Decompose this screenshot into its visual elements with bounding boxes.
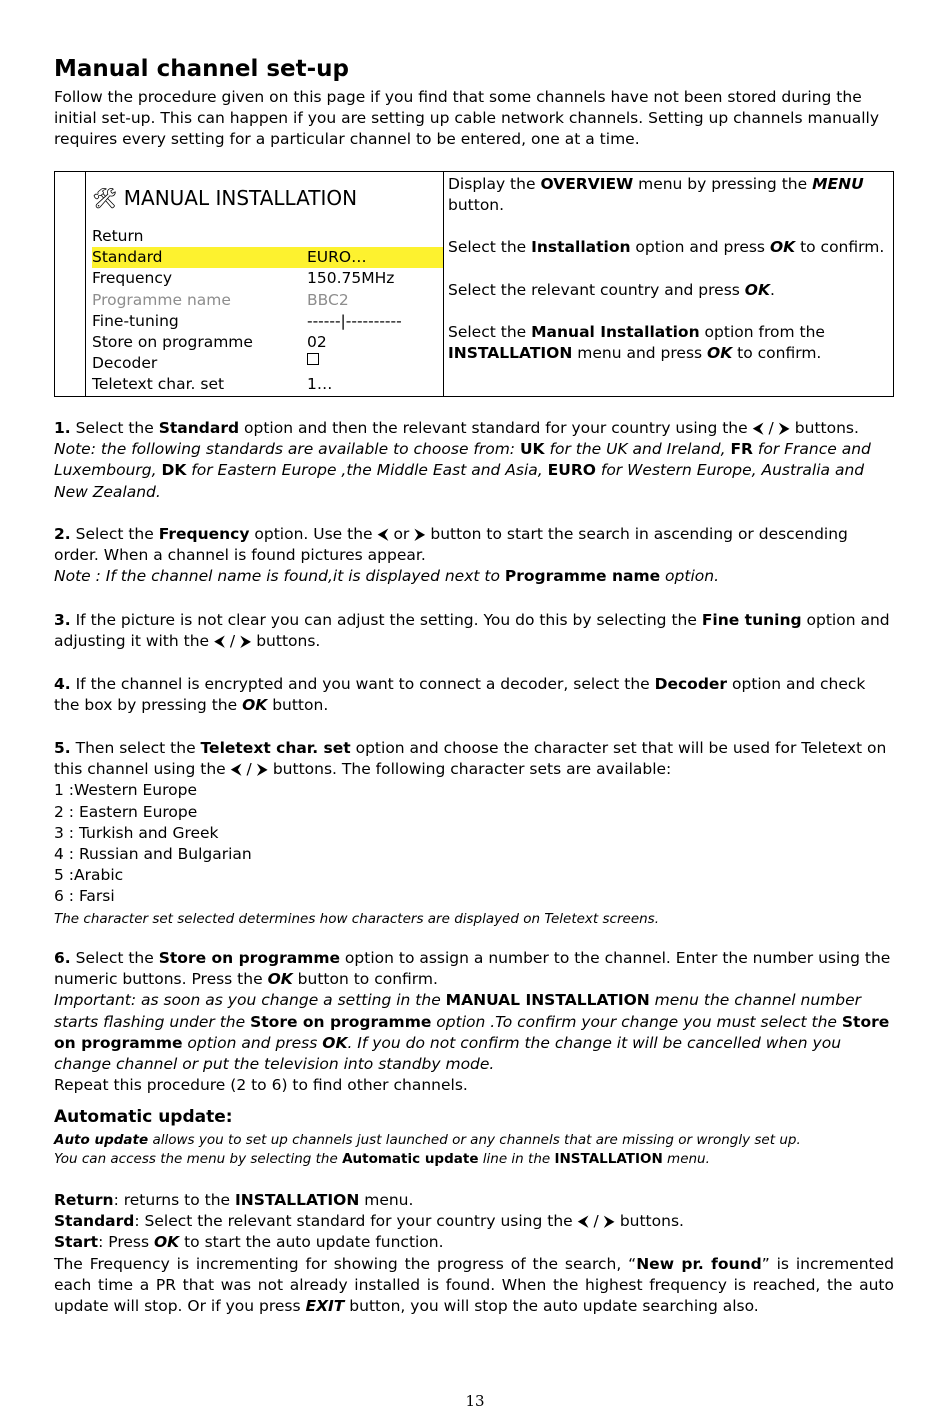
text-span: Frequency bbox=[92, 269, 173, 288]
tools-icon: 🛠 bbox=[92, 186, 118, 210]
text-span: Teletext char. set bbox=[200, 739, 351, 757]
text-span: Standard bbox=[92, 248, 163, 267]
text-span: to confirm. bbox=[795, 238, 885, 257]
step-3 bbox=[54, 610, 894, 652]
text-span: Note : If the channel name is found,it is displayed next to bbox=[54, 567, 505, 586]
text-span: FR bbox=[730, 440, 753, 459]
text-span: Installation bbox=[531, 238, 631, 257]
charset-item: 3 : Turkish and Greek bbox=[54, 823, 219, 842]
text-span: Select the bbox=[70, 949, 159, 967]
text-span: New pr. found bbox=[636, 1254, 762, 1273]
menu-instruction-table bbox=[54, 171, 894, 397]
text-span: Store on programme bbox=[54, 1012, 890, 1052]
text-span: Standard bbox=[54, 1212, 135, 1231]
menu-row-standard[interactable] bbox=[92, 247, 443, 268]
text-span: OK bbox=[153, 1233, 180, 1252]
text-span: option and then the relevant standard for your country using the ⮜ / ⮞ buttons. bbox=[239, 419, 859, 437]
text-span: Return bbox=[54, 1191, 114, 1209]
text-span: INSTALLATION bbox=[554, 1151, 663, 1167]
text-span: OK bbox=[744, 280, 770, 299]
text-span: button to confirm. bbox=[292, 970, 438, 989]
text-span: option .To confirm your change you must select the bbox=[431, 1012, 842, 1031]
text-span: Important: as soon as you change a setting in the bbox=[54, 991, 446, 1010]
text-span: . If you do not confirm the change it will be cancelled when you change channel or put the television into standby mode. bbox=[54, 1033, 842, 1074]
text-span: 2. bbox=[54, 525, 71, 543]
manual-installation-menu bbox=[86, 172, 444, 397]
text-span: Manual Installation bbox=[531, 322, 700, 341]
text-span: UK bbox=[519, 440, 545, 459]
text-span: Return bbox=[92, 227, 144, 245]
text-span: Then select the bbox=[70, 739, 201, 757]
text-span: OK bbox=[707, 344, 733, 363]
charset-item: 5 :Arabic bbox=[54, 866, 124, 885]
text-span: Store on programme bbox=[92, 332, 253, 351]
auto-update-details bbox=[54, 1190, 894, 1317]
text-span: Programme name bbox=[504, 567, 661, 586]
text-span: option. Use the ⮜ or ⮞ button to start the search in ascending or descending order. When a channel is found pictures appear. bbox=[54, 525, 848, 565]
charset-item: 6 : Farsi bbox=[54, 887, 115, 906]
text-span: Select the bbox=[448, 322, 532, 341]
text-span: menu by pressing the bbox=[633, 175, 813, 193]
text-span: INSTALLATION bbox=[234, 1191, 360, 1209]
charset-item: 4 : Russian and Bulgarian bbox=[54, 845, 252, 864]
automatic-update-heading: Automatic update: bbox=[54, 1107, 233, 1127]
text-span: EXIT bbox=[305, 1297, 345, 1316]
step-5 bbox=[54, 738, 894, 930]
text-span: OK bbox=[322, 1033, 348, 1052]
text-span: ------|---------- bbox=[307, 311, 402, 330]
text-span: Fine tuning bbox=[701, 611, 802, 629]
text-span: OK bbox=[242, 696, 268, 715]
text-span: button. bbox=[267, 696, 329, 715]
text-span: 4. bbox=[54, 675, 71, 693]
text-span: for the UK and Ireland, bbox=[544, 440, 731, 459]
text-span: line in the bbox=[478, 1151, 555, 1167]
text-span: Select the bbox=[448, 238, 532, 257]
text-span: Standard bbox=[158, 419, 240, 437]
text-span: 6. bbox=[54, 949, 71, 967]
text-span: menu and press bbox=[572, 344, 708, 363]
text-span: 1. bbox=[54, 419, 71, 437]
text-span: Automatic update bbox=[342, 1151, 479, 1167]
text-span: for Eastern Europe ,the Middle East and Asia, bbox=[186, 461, 548, 480]
text-span: menu. bbox=[359, 1191, 414, 1209]
menu-title-text: MANUAL INSTALLATION bbox=[123, 186, 358, 210]
text-span: Store on programme bbox=[250, 1012, 432, 1031]
page-number: 13 bbox=[465, 1392, 485, 1410]
text-span: : returns to the bbox=[113, 1191, 235, 1209]
text-span: Decoder bbox=[92, 354, 158, 373]
text-span: 5. bbox=[54, 739, 71, 757]
step-6 bbox=[54, 948, 894, 1096]
text-span: option to assign a number to the channel. Enter the number using the numeric buttons. Press the bbox=[54, 949, 891, 989]
page-title: Manual channel set-up bbox=[54, 56, 350, 82]
text-span: for Western Europe, Australia and New Zealand. bbox=[54, 461, 865, 501]
instruction-4 bbox=[448, 322, 889, 364]
text-span: 02 bbox=[307, 332, 327, 351]
text-span: to confirm. bbox=[732, 344, 822, 363]
intro-paragraph: Follow the procedure given on this page if you find that some channels have not been stored during the initial set-up. This can happen if you are setting up cable network channels. Setting up channels manually requires every setting for a particular channel to be entered, one at a time. bbox=[54, 88, 879, 149]
text-span: to start the auto update function. bbox=[179, 1233, 444, 1252]
text-span: for France and Luxembourg, bbox=[54, 440, 871, 480]
text-span: 3. bbox=[54, 611, 71, 629]
text-span: BBC2 bbox=[307, 290, 349, 309]
charset-note: The character set selected determines how characters are displayed on Teletext screens. bbox=[54, 910, 660, 927]
text-span: option and press bbox=[630, 238, 770, 257]
text-span: OK bbox=[267, 970, 293, 989]
menu-row-programme-name bbox=[92, 290, 443, 311]
text-span: : Press bbox=[98, 1233, 154, 1252]
text-span: OVERVIEW bbox=[540, 175, 634, 193]
text-span: option. bbox=[660, 567, 719, 586]
text-span: menu the channel number starts flashing under the bbox=[54, 991, 862, 1031]
text-span: Fine-tuning bbox=[92, 311, 179, 330]
text-span: Select the bbox=[70, 419, 159, 437]
step-2 bbox=[54, 524, 894, 588]
text-span: option and adjusting it with the ⮜ / ⮞ buttons. bbox=[54, 611, 890, 651]
menu-rows bbox=[92, 226, 443, 396]
text-span: Select the bbox=[70, 525, 159, 543]
text-span: Repeat this procedure (2 to 6) to find other channels. bbox=[54, 1076, 468, 1095]
text-span: Start bbox=[54, 1233, 99, 1252]
text-span: EURO bbox=[547, 461, 596, 480]
text-span: EURO… bbox=[307, 248, 367, 267]
instruction-3 bbox=[448, 280, 889, 301]
instruction-1 bbox=[448, 174, 889, 216]
text-span: MENU bbox=[812, 175, 864, 193]
table-spacer-cell bbox=[55, 172, 86, 397]
text-span: Note: the following standards are available to choose from: bbox=[54, 440, 520, 459]
step-4 bbox=[54, 674, 894, 716]
text-span: OK bbox=[769, 238, 796, 257]
text-span: The Frequency is incrementing for showing the progress of the search, “ bbox=[54, 1254, 637, 1273]
text-span: option and choose the character set that will be used for Teletext on this channel using the ⮜ / ⮞ buttons. The following character sets are available: bbox=[54, 739, 887, 779]
text-span: Decoder bbox=[654, 675, 728, 693]
text-span: DK bbox=[161, 461, 187, 480]
text-span: Teletext char. set bbox=[92, 375, 225, 394]
menu-row-store-on-programme[interactable] bbox=[92, 332, 443, 353]
text-span: INSTALLATION bbox=[448, 344, 573, 363]
menu-row-decoder[interactable] bbox=[92, 353, 443, 374]
text-span: allows you to set up channels just launched or any channels that are missing or wrongly set up. bbox=[148, 1132, 801, 1148]
text-span: button. bbox=[448, 196, 505, 215]
menu-title bbox=[92, 186, 357, 210]
text-span: ” is incremented each time a PR that was not already installed is found. When the highest frequency is reached, the auto update will stop. Or if you press bbox=[54, 1254, 894, 1316]
text-span: MANUAL INSTALLATION bbox=[445, 991, 650, 1010]
decoder-checkbox[interactable] bbox=[307, 353, 319, 365]
instructions-cell bbox=[444, 172, 894, 397]
text-span: Select the relevant country and press bbox=[448, 280, 745, 299]
text-span: Store on programme bbox=[158, 949, 340, 967]
text-span: 150.75MHz bbox=[307, 269, 395, 288]
text-span: Programme name bbox=[92, 290, 231, 309]
text-span: Auto update bbox=[54, 1132, 149, 1148]
text-span: option and check the box by pressing the bbox=[54, 675, 866, 715]
menu-row-frequency[interactable] bbox=[92, 268, 443, 289]
text-span: Display the bbox=[448, 175, 541, 193]
step-1 bbox=[54, 418, 894, 503]
auto-update-intro bbox=[54, 1131, 894, 1169]
text-span: You can access the menu by selecting the bbox=[54, 1151, 343, 1167]
charset-item: 2 : Eastern Europe bbox=[54, 802, 198, 821]
text-span: option and press bbox=[182, 1033, 323, 1052]
text-span: option from the bbox=[699, 322, 825, 341]
text-span: : Select the relevant standard for your country using the ⮜ / ⮞ buttons. bbox=[134, 1212, 684, 1231]
text-span: If the channel is encrypted and you want to connect a decoder, select the bbox=[70, 675, 655, 693]
text-span: If the picture is not clear you can adjust the setting. You do this by selecting the bbox=[70, 611, 702, 629]
text-span: button, you will stop the auto update searching also. bbox=[344, 1297, 759, 1316]
text-span: 1… bbox=[307, 375, 333, 394]
menu-row-teletext-char-set[interactable] bbox=[92, 374, 443, 395]
text-span: Frequency bbox=[158, 525, 250, 543]
menu-row-fine-tuning[interactable] bbox=[92, 311, 443, 332]
text-span: menu. bbox=[662, 1151, 710, 1167]
text-span: . bbox=[769, 280, 775, 299]
charset-item: 1 :Western Europe bbox=[54, 781, 198, 800]
instruction-2 bbox=[448, 237, 889, 258]
menu-row-return[interactable] bbox=[92, 226, 443, 247]
